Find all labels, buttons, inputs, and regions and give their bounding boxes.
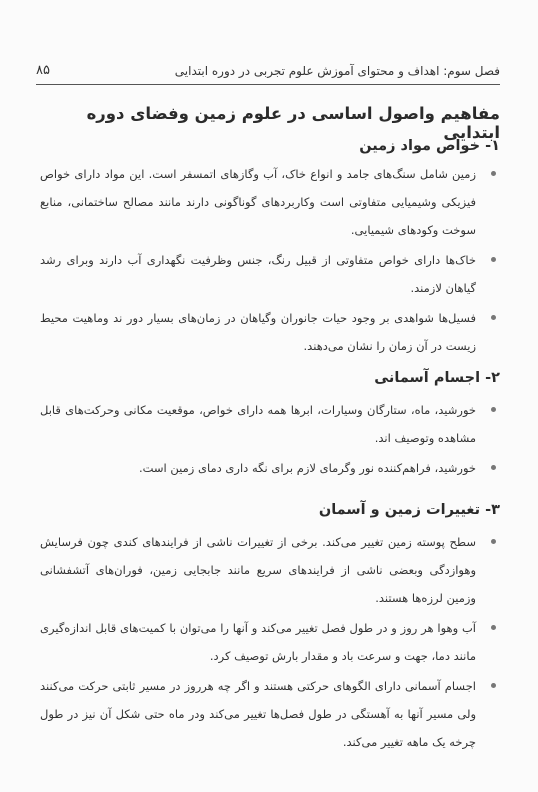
- list-item: [40, 614, 476, 670]
- list-item-text: آب وهوا هر روز و در طول فصل تغییر می‌کند و آنها را می‌توان با کمیت‌های قابل اندازه‌گیری مانند دما، جهت و سرعت باد و مقدار بارش توصیف کرد.: [40, 621, 476, 663]
- list-item-text: اجسام آسمانی دارای الگوهای حرکتی هستند و اگر چه هرروز در مسیر ثابتی حرکت می‌کنند ولی مسیر آنها به آهستگی در طول فصل‌ها تغییر می‌کند ودر ماه حتی شکل آن نیز در طول چرخه یک ماهه تغییر می‌کند.: [40, 679, 476, 749]
- list-item-text: فسیل‌ها شواهدی بر وجود حیات جانوران وگیاهان در زمان‌های بسیار دور ند وماهیت محیط زیست در آن زمان را نشان می‌دهند.: [40, 311, 476, 353]
- bullet-dot: [491, 257, 496, 262]
- bullet-dot: [491, 683, 496, 688]
- running-header: [36, 58, 500, 85]
- page-number: ۸۵: [36, 63, 50, 78]
- bullet-dot: [491, 407, 496, 412]
- list-item-text: خورشید، فراهم‌کننده نور وگرمای لازم برای نگه داری دمای زمین است.: [138, 461, 476, 475]
- bullet-list-celestial-objects: [40, 396, 476, 484]
- list-item-text: زمین شامل سنگ‌های جامد و انواع خاک، آب وگازهای اتمسفر است. این مواد دارای خواص فیزیکی وشیمیایی متفاوتی است وکاربردهای گوناگونی دارند مانند مصالح ساختمانی، منابع سوخت وکودهای شیمیایی.: [40, 167, 476, 237]
- bullet-dot: [491, 315, 496, 320]
- bullet-dot: [491, 465, 496, 470]
- list-item: [40, 454, 476, 482]
- list-item: [40, 672, 476, 756]
- main-title: مفاهیم واصول اساسی در علوم زمین وفضای دوره ابتدایی: [86, 104, 500, 142]
- list-item-text: خاک‌ها دارای خواص متفاوتی از قبیل رنگ، جنس وظرفیت نگهداری آب دارند وبرای رشد گیاهان لازمند.: [40, 253, 476, 295]
- list-item: [40, 304, 476, 360]
- section-heading-earth-sky-changes: ۳- تغییرات زمین و آسمان: [318, 502, 500, 518]
- bullet-list-earth-sky-changes: [40, 528, 476, 758]
- section-heading-earth-materials: ۱- خواص مواد زمین: [359, 138, 500, 154]
- bullet-list-earth-materials: [40, 160, 476, 362]
- chapter-title: فصل سوم: اهداف و محتوای آموزش علوم تجربی در دوره ابتدایی: [174, 64, 500, 78]
- list-item: [40, 528, 476, 612]
- bullet-dot: [491, 171, 496, 176]
- list-item-text: خورشید، ماه، ستارگان وسیارات، ابرها همه دارای خواص، موقعیت مکانی وحرکت‌های قابل مشاهده وتوصیف اند.: [40, 403, 476, 445]
- section-heading-celestial-objects: ۲- اجسام آسمانی: [374, 370, 500, 386]
- list-item-text: سطح پوسته زمین تغییر می‌کند. برخی از تغییرات ناشی از فرایندهای کندی چون فرسایش وهوازدگی وبعضی ناشی از فرایندهای سریع مانند جابجایی زمین، فوران‌های آتشفشانی وزمین لرزه‌ها هستند.: [40, 535, 476, 605]
- bullet-dot: [491, 539, 496, 544]
- bullet-dot: [491, 625, 496, 630]
- list-item: [40, 160, 476, 244]
- list-item: [40, 396, 476, 452]
- list-item: [40, 246, 476, 302]
